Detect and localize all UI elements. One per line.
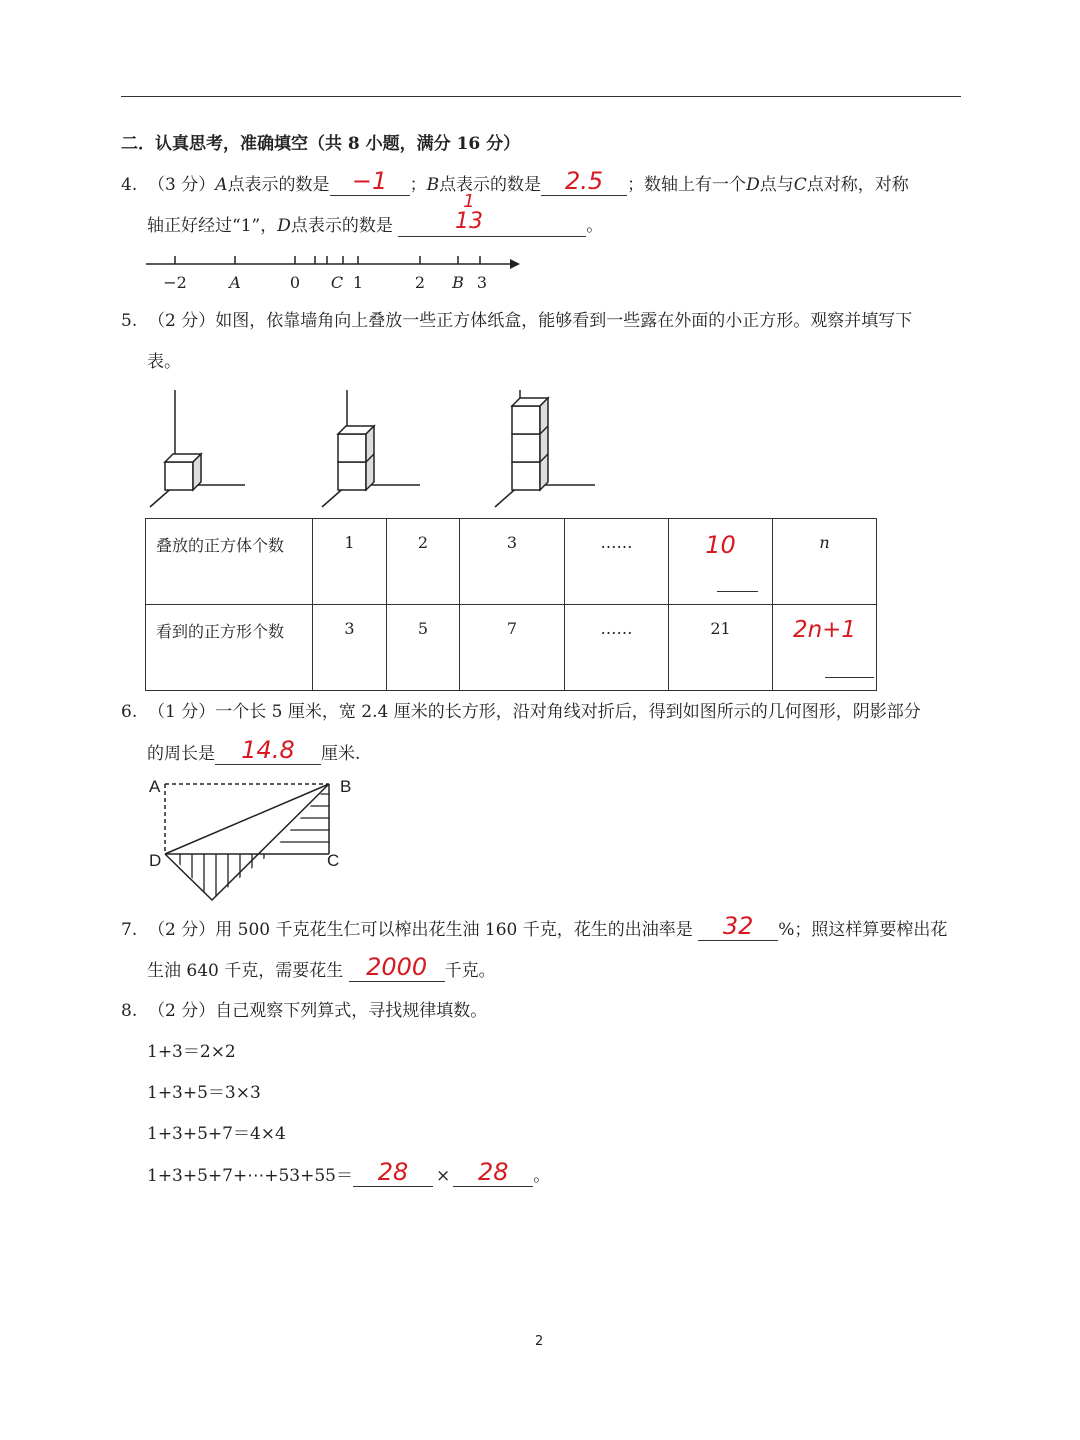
table-cell [146, 605, 313, 691]
answer-blank-1[interactable] [330, 167, 410, 196]
table-cell [773, 519, 877, 605]
table-cell [313, 605, 387, 691]
answer-blank[interactable] [215, 736, 321, 765]
handwritten-answer: 28 [377, 1158, 409, 1186]
handwritten-answer: 2.5 [564, 167, 604, 195]
header-rule [121, 96, 961, 97]
cell-value: 5 [417, 619, 429, 638]
q5-table [145, 518, 877, 691]
question-number: 5. [121, 311, 138, 331]
q4-text: 点对称，对称 [806, 175, 909, 195]
q4-text: ；数轴上有一个 [627, 175, 747, 195]
table-cell [669, 605, 773, 691]
table-cell [460, 519, 565, 605]
q4-text: 点与 [759, 175, 794, 195]
handwritten-answer: 2000 [366, 953, 428, 981]
handwritten-answer: −1 [351, 167, 388, 195]
times-sign: × [436, 1166, 451, 1186]
tick-label: C [330, 273, 344, 292]
row-label: 叠放的正方体个数 [156, 536, 285, 555]
handwritten-answer-fraction [444, 193, 494, 233]
point-a-label: A [215, 175, 228, 195]
question-8-line-1 [121, 1000, 487, 1022]
formula-end: 。 [533, 1166, 551, 1186]
question-6-line-1 [121, 701, 921, 723]
answer-cell[interactable] [773, 605, 877, 691]
question-7-line-2 [147, 953, 496, 982]
page-number: 2 [535, 1334, 544, 1349]
q6-text: 的周长是 [147, 744, 215, 764]
vertex-c-label: C [327, 851, 340, 870]
q4-text: 点表示的数是 [227, 175, 330, 195]
point-d-label: D [746, 175, 760, 195]
q7-text: （2 分）用 500 千克花生仁可以榨出花生油 160 千克，花生的出油率是 [148, 920, 693, 940]
vertex-a-label: A [149, 777, 161, 796]
point-c-label: C [793, 175, 807, 195]
q4-text: 点表示的数是 [439, 175, 542, 195]
cube-stack-figures [140, 385, 610, 515]
fraction-bottom: 13 [455, 209, 483, 234]
tick-label: A [229, 273, 241, 292]
table-cell [565, 519, 669, 605]
q7-text: 千克。 [444, 961, 496, 981]
question-5-line-2: 表。 [147, 352, 181, 372]
cell-value: 1 [344, 533, 355, 552]
answer-cell[interactable] [669, 519, 773, 605]
table-cell [146, 519, 313, 605]
cell-value: 21 [710, 619, 731, 638]
answer-blank[interactable] [698, 912, 778, 941]
q7-text: %；照这样算要榨出花 [778, 920, 948, 940]
formula-text: 1+3+5+7+⋯+53+55＝ [147, 1166, 353, 1186]
handwritten-answer: 14.8 [241, 736, 295, 764]
q7-text: 生油 640 千克，需要花生 [147, 961, 344, 981]
answer-blank [825, 677, 874, 678]
q4-sep: ； [409, 175, 427, 195]
point-d-label: D [277, 216, 291, 236]
answer-blank [717, 591, 758, 592]
question-6-line-2 [147, 736, 361, 765]
question-4-line-1 [121, 167, 909, 196]
tick-label: −2 [163, 273, 187, 292]
tick-label: 2 [414, 273, 426, 292]
tick-label: 3 [476, 273, 488, 292]
formula-line-final [147, 1158, 551, 1187]
cell-value: 3 [506, 533, 518, 552]
section-title: 二．认真思考，准确填空（共 8 小题，满分 16 分） [121, 134, 521, 154]
cell-value: 2 [417, 533, 429, 552]
q5-text: （2 分）如图，依靠墙角向上叠放一些正方体纸盒，能够看到一些露在外面的小正方形。观察并填写下 [148, 311, 913, 331]
point-b-label: B [426, 175, 440, 195]
row-label: 看到的正方形个数 [156, 622, 285, 641]
answer-blank[interactable] [353, 1158, 433, 1187]
formula-line: 1+3+5+7＝4×4 [147, 1124, 286, 1144]
score: （3 分） [148, 175, 216, 195]
q6-text: 厘米. [321, 744, 361, 764]
table-cell [387, 519, 460, 605]
table-cell [565, 605, 669, 691]
formula-line: 1+3＝2×2 [147, 1042, 236, 1062]
question-number: 4. [121, 175, 138, 195]
formula-line: 1+3+5＝3×3 [147, 1083, 261, 1103]
cell-value: …… [600, 619, 633, 638]
question-number: 6. [121, 702, 138, 722]
answer-blank[interactable] [349, 953, 445, 982]
answer-blank-2[interactable] [541, 167, 627, 196]
question-4-line-2 [147, 214, 603, 237]
tick-label: 1 [352, 273, 364, 292]
table-cell [460, 605, 565, 691]
cell-value: n [819, 533, 830, 552]
tick-label: 0 [289, 273, 301, 292]
q4-text: 点表示的数是 [290, 216, 393, 236]
q8-text: （2 分）自己观察下列算式，寻找规律填数。 [148, 1001, 488, 1021]
fold-figure [140, 772, 370, 907]
handwritten-answer: 2n+1 [792, 617, 857, 643]
vertex-b-label: B [340, 777, 352, 796]
cell-value: 7 [506, 619, 518, 638]
fraction-top: 1 [463, 191, 475, 212]
answer-blank[interactable] [453, 1158, 533, 1187]
handwritten-answer: 10 [705, 531, 736, 559]
number-line [140, 250, 530, 295]
q6-text: （1 分）一个长 5 厘米，宽 2.4 厘米的长方形，沿对角线对折后，得到如图所示的几何图形，阴影部分 [148, 702, 921, 722]
q4-end: 。 [586, 216, 604, 236]
q4-text: 轴正好经过“1”， [147, 216, 278, 236]
question-7-line-1 [121, 912, 948, 941]
tick-label: B [452, 273, 464, 292]
handwritten-answer: 32 [722, 912, 754, 940]
question-number: 8. [121, 1001, 138, 1021]
question-number: 7. [121, 920, 138, 940]
vertex-d-label: D [149, 851, 162, 870]
table-cell [387, 605, 460, 691]
cell-value: 3 [344, 619, 355, 638]
cell-value: …… [600, 533, 633, 552]
table-cell [313, 519, 387, 605]
question-5-line-1 [121, 310, 912, 332]
handwritten-answer: 28 [477, 1158, 509, 1186]
